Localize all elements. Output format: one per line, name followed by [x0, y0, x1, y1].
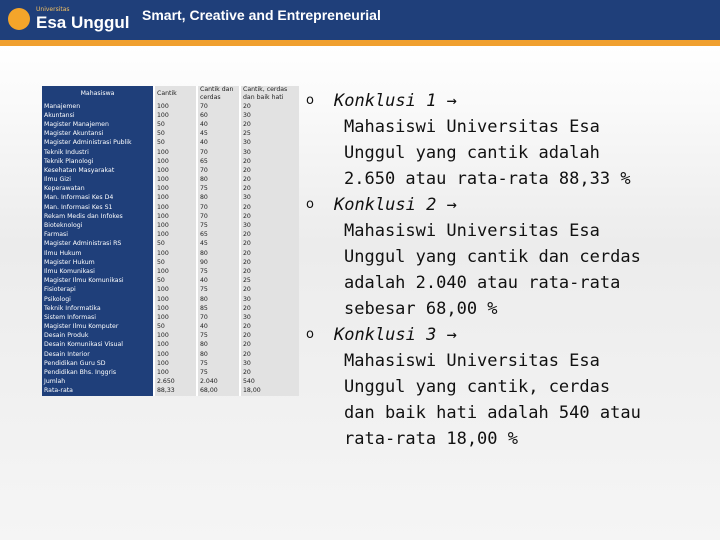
table-row: [42, 139, 299, 148]
row-name: Magister Administrasi RS: [42, 240, 154, 249]
row-name: Ilmu Komunikasi: [42, 267, 154, 276]
row-cantik-cerdas-baik: 30: [240, 295, 299, 304]
table-row: [42, 378, 299, 387]
table-row: [42, 267, 299, 276]
logo-subtext: Universitas: [36, 6, 70, 13]
row-cantik-cerdas-baik: 20: [240, 304, 299, 313]
row-cantik-cerdas-baik: 20: [240, 368, 299, 377]
bullet-circle-icon: o: [306, 197, 314, 212]
row-cantik: 100: [154, 212, 197, 221]
row-cantik: 100: [154, 286, 197, 295]
row-cantik-cerdas: 40: [197, 120, 240, 129]
row-cantik-cerdas-baik: 20: [240, 350, 299, 359]
table-row: [42, 203, 299, 212]
row-cantik: 100: [154, 166, 197, 175]
table-row: [42, 221, 299, 230]
row-cantik-cerdas: 45: [197, 240, 240, 249]
row-cantik-cerdas: 80: [197, 176, 240, 185]
row-cantik-cerdas-baik: 30: [240, 359, 299, 368]
row-cantik-cerdas-baik: 30: [240, 111, 299, 120]
row-name: Man. Informasi Kes S1: [42, 203, 154, 212]
table-row: [42, 258, 299, 267]
table-row: [42, 240, 299, 249]
table-row: [42, 130, 299, 139]
row-cantik-cerdas: 75: [197, 185, 240, 194]
row-name: Desain Komunikasi Visual: [42, 341, 154, 350]
conclusion-line: Mahasiswi Universitas Esa: [344, 351, 600, 371]
row-cantik-cerdas: 75: [197, 368, 240, 377]
row-cantik: 100: [154, 231, 197, 240]
row-cantik: 100: [154, 102, 197, 111]
table-row: [42, 176, 299, 185]
row-cantik-cerdas-baik: 20: [240, 212, 299, 221]
row-name: Akuntansi: [42, 111, 154, 120]
row-cantik-cerdas: 80: [197, 350, 240, 359]
row-name: Fisioterapi: [42, 286, 154, 295]
table-header-row: [42, 86, 299, 102]
conclusion-line: adalah 2.040 atau rata-rata: [344, 273, 621, 293]
row-name: Pendidikan Guru SD: [42, 359, 154, 368]
row-cantik-cerdas-baik: 30: [240, 313, 299, 322]
row-cantik: 100: [154, 157, 197, 166]
bullet-circle-icon: o: [306, 327, 314, 342]
row-cantik-cerdas: 65: [197, 231, 240, 240]
table-row: [42, 157, 299, 166]
conclusion-line: sebesar 68,00 %: [344, 299, 498, 319]
table-row: [42, 277, 299, 286]
row-cantik-cerdas-baik: 20: [240, 341, 299, 350]
row-cantik-cerdas: 68,00: [197, 387, 240, 396]
conclusion-title: Konklusi 1 →: [334, 91, 457, 111]
header-cantik: Cantik: [154, 86, 197, 102]
table-row: [42, 359, 299, 368]
row-name: Farmasi: [42, 231, 154, 240]
row-cantik-cerdas: 80: [197, 194, 240, 203]
row-name: Magister Akuntansi: [42, 130, 154, 139]
row-cantik-cerdas-baik: 20: [240, 120, 299, 129]
row-cantik: 50: [154, 240, 197, 249]
table-row: [42, 166, 299, 175]
conclusion-line: Unggul yang cantik, cerdas: [344, 377, 611, 397]
row-name: Magister Administrasi Publik: [42, 139, 154, 148]
row-cantik-cerdas: 2.040: [197, 378, 240, 387]
row-cantik-cerdas-baik: 20: [240, 185, 299, 194]
header-mahasiswa: Mahasiswa: [42, 86, 154, 102]
row-cantik-cerdas: 90: [197, 258, 240, 267]
row-cantik: 100: [154, 203, 197, 212]
row-cantik-cerdas: 80: [197, 295, 240, 304]
row-cantik: 2.650: [154, 378, 197, 387]
row-cantik: 50: [154, 139, 197, 148]
row-cantik-cerdas: 40: [197, 323, 240, 332]
row-cantik: 100: [154, 111, 197, 120]
row-cantik-cerdas: 70: [197, 212, 240, 221]
header-stripe: [0, 40, 720, 46]
row-name: Magister Manajemen: [42, 120, 154, 129]
conclusion-title: Konklusi 3 →: [334, 325, 457, 345]
row-cantik-cerdas: 70: [197, 166, 240, 175]
row-cantik-cerdas-baik: 20: [240, 166, 299, 175]
conclusion-line: Unggul yang cantik dan cerdas: [344, 247, 641, 267]
row-cantik: 100: [154, 249, 197, 258]
row-cantik: 50: [154, 277, 197, 286]
row-cantik: 100: [154, 221, 197, 230]
row-cantik: 100: [154, 341, 197, 350]
row-name: Jumlah: [42, 378, 154, 387]
header-bar: [0, 0, 720, 40]
conclusion-item: [306, 192, 712, 322]
row-cantik: 100: [154, 295, 197, 304]
row-cantik: 100: [154, 267, 197, 276]
row-name: Kesehatan Masyarakat: [42, 166, 154, 175]
conclusion-line: Mahasiswi Universitas Esa: [344, 117, 600, 137]
row-cantik: 100: [154, 313, 197, 322]
row-cantik-cerdas-baik: 20: [240, 176, 299, 185]
row-cantik: 100: [154, 350, 197, 359]
conclusion-item: [306, 88, 712, 192]
table-row: [42, 304, 299, 313]
row-cantik: 100: [154, 176, 197, 185]
data-table: [42, 86, 299, 396]
table-row: [42, 368, 299, 377]
row-cantik: 88,33: [154, 387, 197, 396]
table-row: [42, 185, 299, 194]
row-name: Psikologi: [42, 295, 154, 304]
row-cantik-cerdas: 75: [197, 359, 240, 368]
row-cantik: 50: [154, 120, 197, 129]
row-name: Rata-rata: [42, 387, 154, 396]
row-cantik-cerdas: 70: [197, 148, 240, 157]
row-cantik-cerdas: 75: [197, 286, 240, 295]
table-row: [42, 313, 299, 322]
row-name: Ilmu Hukum: [42, 249, 154, 258]
row-name: Teknik Industri: [42, 148, 154, 157]
row-name: Teknik Informatika: [42, 304, 154, 313]
row-cantik: 100: [154, 185, 197, 194]
row-name: Magister Hukum: [42, 258, 154, 267]
row-cantik-cerdas: 40: [197, 277, 240, 286]
row-name: Magister Ilmu Komunikasi: [42, 277, 154, 286]
row-cantik-cerdas-baik: 540: [240, 378, 299, 387]
row-name: Desain Interior: [42, 350, 154, 359]
tagline: Smart, Creative and Entrepreneurial: [142, 7, 381, 23]
row-cantik-cerdas-baik: 20: [240, 157, 299, 166]
table-row: [42, 350, 299, 359]
table-row: [42, 231, 299, 240]
row-cantik-cerdas-baik: 30: [240, 194, 299, 203]
logo-text: Esa Unggul: [36, 13, 130, 32]
row-name: Pendidikan Bhs. Inggris: [42, 368, 154, 377]
row-cantik-cerdas-baik: 20: [240, 267, 299, 276]
row-cantik: 100: [154, 332, 197, 341]
bullet-circle-icon: o: [306, 93, 314, 108]
header-cantik-cerdas: Cantik dan cerdas: [197, 86, 240, 102]
row-cantik-cerdas-baik: 20: [240, 286, 299, 295]
table-row: [42, 323, 299, 332]
row-cantik-cerdas-baik: 20: [240, 203, 299, 212]
conclusion-line: rata-rata 18,00 %: [344, 429, 518, 449]
row-cantik-cerdas: 65: [197, 157, 240, 166]
table-row: [42, 120, 299, 129]
table-row: [42, 249, 299, 258]
table-row: [42, 194, 299, 203]
row-cantik: 50: [154, 130, 197, 139]
row-cantik-cerdas-baik: 25: [240, 277, 299, 286]
table-row: [42, 148, 299, 157]
row-cantik-cerdas: 45: [197, 130, 240, 139]
table-row: [42, 295, 299, 304]
conclusion-line: dan baik hati adalah 540 atau: [344, 403, 641, 423]
row-cantik: 50: [154, 258, 197, 267]
row-cantik-cerdas-baik: 20: [240, 249, 299, 258]
row-name: Magister Ilmu Komputer: [42, 323, 154, 332]
row-cantik-cerdas-baik: 20: [240, 102, 299, 111]
row-name: Man. Informasi Kes D4: [42, 194, 154, 203]
row-cantik-cerdas-baik: 20: [240, 240, 299, 249]
conclusion-line: 2.650 atau rata-rata 88,33 %: [344, 169, 631, 189]
table-row: [42, 212, 299, 221]
row-cantik: 100: [154, 368, 197, 377]
table-row: [42, 286, 299, 295]
row-cantik-cerdas: 70: [197, 102, 240, 111]
row-name: Ilmu Gizi: [42, 176, 154, 185]
row-cantik-cerdas-baik: 20: [240, 332, 299, 341]
row-cantik-cerdas: 80: [197, 341, 240, 350]
row-cantik: 100: [154, 194, 197, 203]
row-cantik-cerdas-baik: 25: [240, 130, 299, 139]
row-cantik-cerdas-baik: 30: [240, 139, 299, 148]
conclusions-list: [306, 88, 712, 452]
row-name: Teknik Planologi: [42, 157, 154, 166]
table-row: [42, 102, 299, 111]
table-row: [42, 341, 299, 350]
row-cantik-cerdas: 75: [197, 267, 240, 276]
row-name: Sistem Informasi: [42, 313, 154, 322]
row-cantik-cerdas: 75: [197, 332, 240, 341]
row-name: Desain Produk: [42, 332, 154, 341]
row-cantik-cerdas-baik: 18,00: [240, 387, 299, 396]
table-row: [42, 111, 299, 120]
table-row: [42, 387, 299, 396]
university-logo: [6, 4, 134, 36]
table-row: [42, 332, 299, 341]
row-cantik-cerdas: 70: [197, 203, 240, 212]
row-cantik: 100: [154, 359, 197, 368]
row-cantik-cerdas: 40: [197, 139, 240, 148]
row-cantik-cerdas-baik: 20: [240, 231, 299, 240]
row-name: Keperawatan: [42, 185, 154, 194]
row-cantik-cerdas-baik: 20: [240, 258, 299, 267]
row-cantik-cerdas: 80: [197, 249, 240, 258]
row-name: Manajemen: [42, 102, 154, 111]
row-name: Rekam Medis dan Infokes: [42, 212, 154, 221]
header-cantik-cerdas-baik: Cantik, cerdas dan baik hati: [240, 86, 299, 102]
row-cantik-cerdas: 60: [197, 111, 240, 120]
conclusion-item: [306, 322, 712, 452]
conclusion-title: Konklusi 2 →: [334, 195, 457, 215]
row-name: Bioteknologi: [42, 221, 154, 230]
row-cantik-cerdas-baik: 30: [240, 221, 299, 230]
conclusion-line: Unggul yang cantik adalah: [344, 143, 600, 163]
conclusion-line: Mahasiswi Universitas Esa: [344, 221, 600, 241]
row-cantik: 50: [154, 323, 197, 332]
row-cantik-cerdas: 75: [197, 221, 240, 230]
row-cantik: 100: [154, 304, 197, 313]
logo-emblem-icon: [8, 8, 30, 30]
row-cantik-cerdas: 85: [197, 304, 240, 313]
row-cantik-cerdas: 70: [197, 313, 240, 322]
row-cantik-cerdas-baik: 30: [240, 148, 299, 157]
row-cantik: 100: [154, 148, 197, 157]
row-cantik-cerdas-baik: 20: [240, 323, 299, 332]
